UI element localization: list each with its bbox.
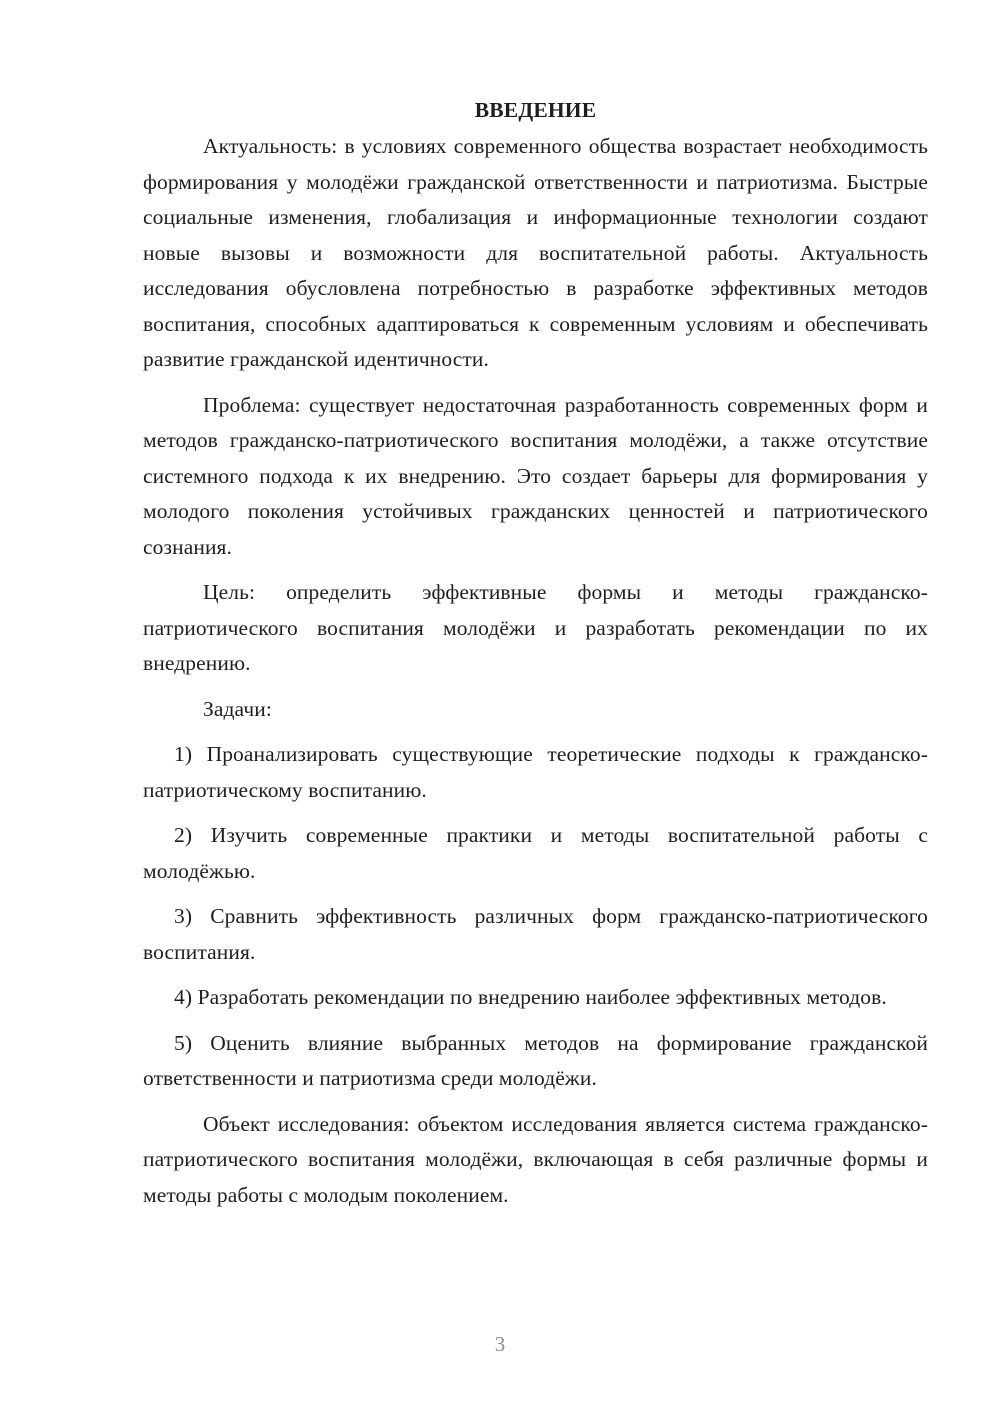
- task-item-5: 5) Оценить влияние выбранных методов на формирование гражданской ответственности и патриотизма среди молодёжи.: [143, 1030, 928, 1090]
- object-paragraph: Объект исследования: объектом исследования является система гражданско-патриотического воспитания молодёжи, включающая в себя различные формы и методы работы с молодым поколением.: [143, 1111, 928, 1207]
- document-page: [143, 92, 928, 1213]
- page-number: 3: [494, 1332, 506, 1356]
- task-item-4: 4) Разработать рекомендации по внедрению наиболее эффективных методов.: [174, 985, 887, 1009]
- relevance-paragraph: Актуальность: в условиях современного общества возрастает необходимость формирования у молодёжи гражданской ответственности и патриотизма. Быстрые социальные изменения, глобализация и информационные технологии создают новые вызовы и возможности для воспитательной работы. Актуальность исследования обусловлена потребностью в разработке эффективных методов воспитания, способных адаптироваться к современным условиям и обеспечивать развитие гражданской идентичности.: [143, 134, 928, 371]
- task-item-2: 2) Изучить современные практики и методы воспитательной работы с молодёжью.: [143, 823, 928, 883]
- problem-paragraph: Проблема: существует недостаточная разработанность современных форм и методов гражданско-патриотического воспитания молодёжи, а также отсутствие системного подхода к их внедрению. Это создает барьеры для формирования у молодого поколения устойчивых гражданских ценностей и патриотического сознания.: [143, 392, 928, 559]
- task-item-3: 3) Сравнить эффективность различных форм гражданско-патриотического воспитания.: [143, 904, 928, 964]
- task-item-1: 1) Проанализировать существующие теоретические подходы к гражданско-патриотическому воспитанию.: [143, 742, 928, 802]
- goal-paragraph: Цель: определить эффективные формы и методы гражданско-патриотического воспитания молодёжи и разработать рекомендации по их внедрению.: [143, 580, 928, 675]
- section-title: ВВЕДЕНИЕ: [474, 98, 597, 122]
- tasks-heading: Задачи:: [203, 696, 272, 721]
